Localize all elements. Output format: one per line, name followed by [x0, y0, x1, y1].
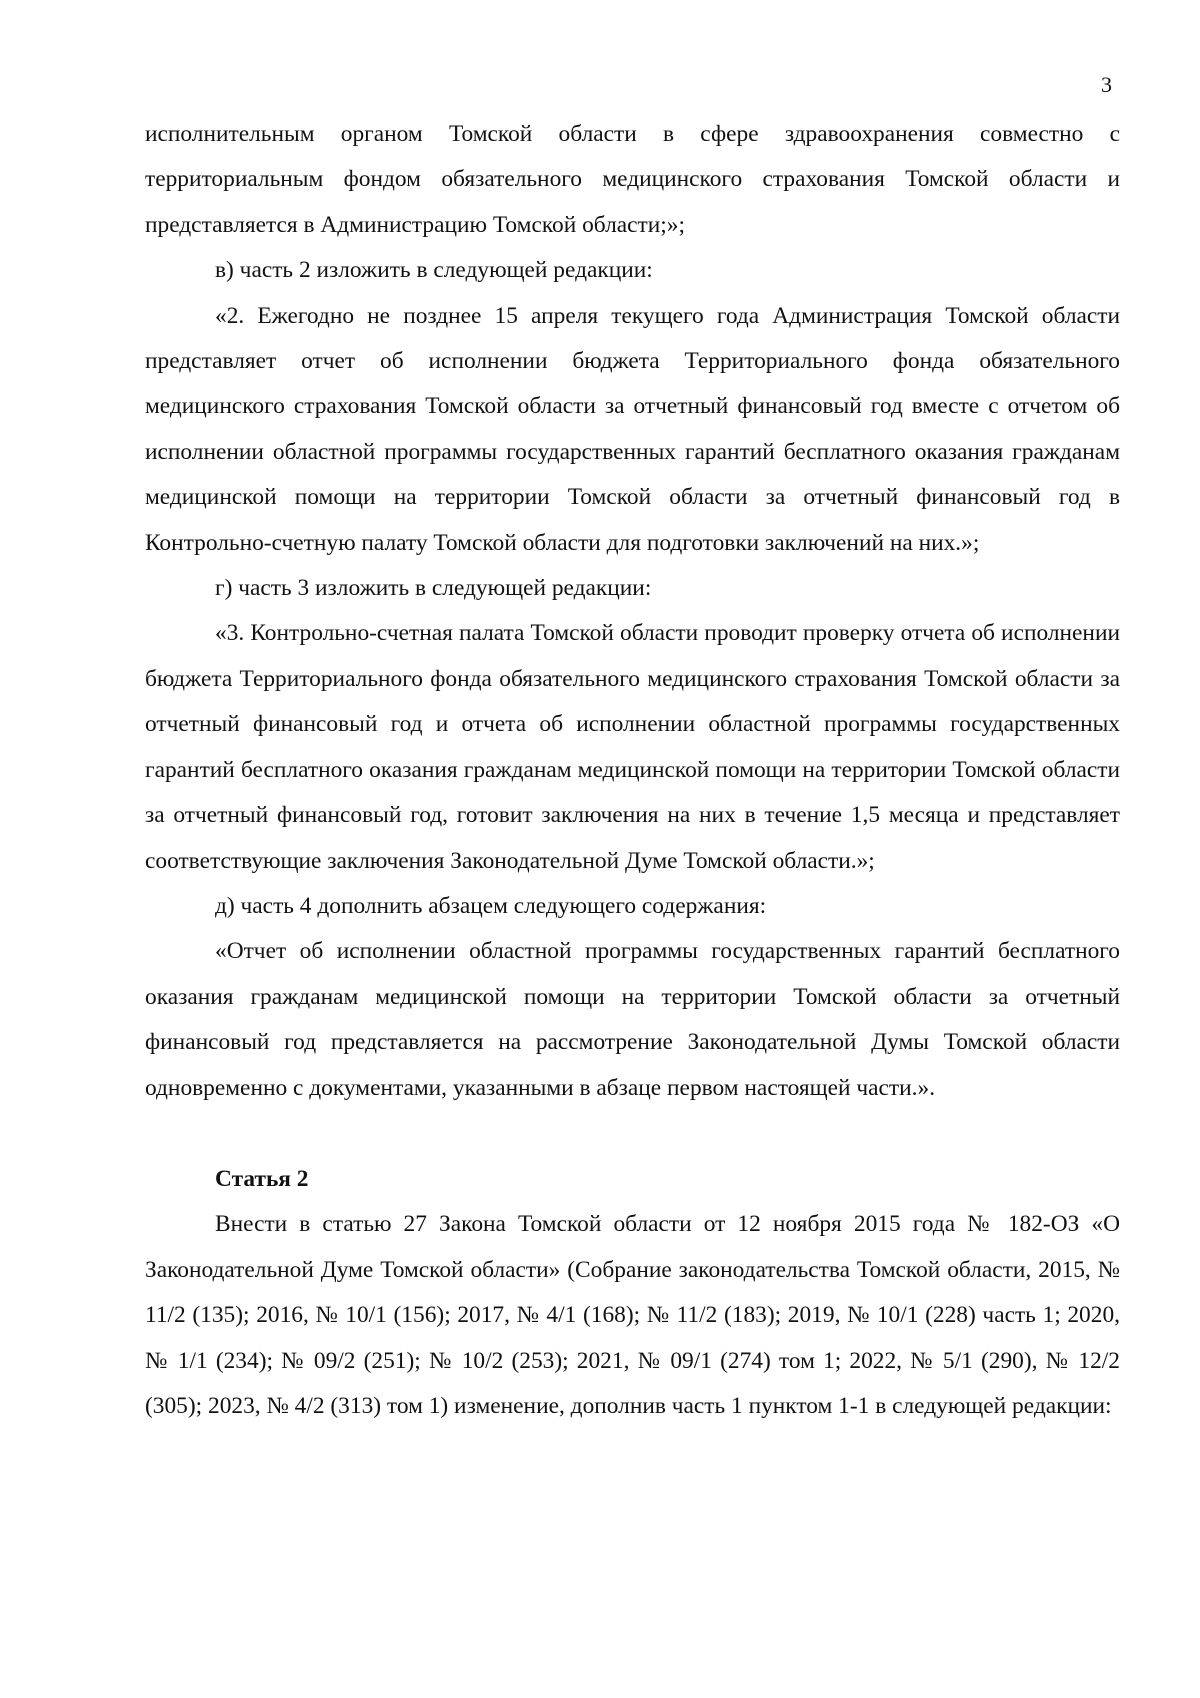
amendment-item-g: г) часть 3 изложить в следующей редакции: [215, 575, 652, 602]
amendment-item-v: в) часть 2 изложить в следующей редакции: [215, 257, 653, 284]
amendment-text-part-4: «Отчет об исполнении областной программы государственных гарантий бесплатного оказания гражданам медицинской помощи на территории Томской области за отчетный финансовый год представляется на рассмотрение Законодательной Думы Томской области одновременно с документами, указанными в абзаце первом настоящей части.». [145, 938, 1120, 1101]
page-number: 3 [1101, 72, 1112, 97]
article-heading: Статья 2 [215, 1165, 309, 1192]
amendment-text-part-2: «2. Ежегодно не позднее 15 апреля текущего года Администрация Томской области представляет отчет об исполнении бюджета Территориального фонда обязательного медицинского страхования Томской области за отчетный финансовый год вместе с отчетом об исполнении областной программы государственных гарантий бесплатного оказания гражданам медицинской помощи на территории Томской области за отчетный финансовый год в Контрольно-счетную палату Томской области для подготовки заключений на них.»; [145, 302, 1120, 556]
article-paragraph: Внести в статью 27 Закона Томской области от 12 ноября 2015 года № 182-ОЗ «О Законодательной Думе Томской области» (Собрание законодательства Томской области, 2015, № 11/2 (135); 2016, № 10/1 (156); 2017, № 4/1 (168); № 11/2 (183); 2019, № 10/1 (228) часть 1; 2020, № 1/1 (234); № 09/2 (251); № 10/2 (253); 2021, № 09/1 (274) том 1; 2022, № 5/1 (290), № 12/2 (305); 2023, № 4/2 (313) том 1) изменение, дополнив часть 1 пунктом 1-1 в следующей редакции: [145, 1211, 1120, 1419]
paragraph-continuation: исполнительным органом Томской области в сфере здравоохранения совместно с территориальным фондом обязательного медицинского страхования Томской области и представляется в Администрацию Томской области;»; [145, 121, 1120, 238]
amendment-item-d: д) часть 4 дополнить абзацем следующего содержания: [215, 892, 767, 919]
document-body [145, 112, 1120, 1429]
amendment-text-part-3: «3. Контрольно-счетная палата Томской области проводит проверку отчета об исполнении бюджета Территориального фонда обязательного медицинского страхования Томской области за отчетный финансовый год и отчета об исполнении областной программы государственных гарантий бесплатного оказания гражданам медицинской помощи на территории Томской области за отчетный финансовый год, готовит заключения на них в течение 1,5 месяца и представляет соответствующие заключения Законодательной Думе Томской области.»; [145, 620, 1120, 874]
